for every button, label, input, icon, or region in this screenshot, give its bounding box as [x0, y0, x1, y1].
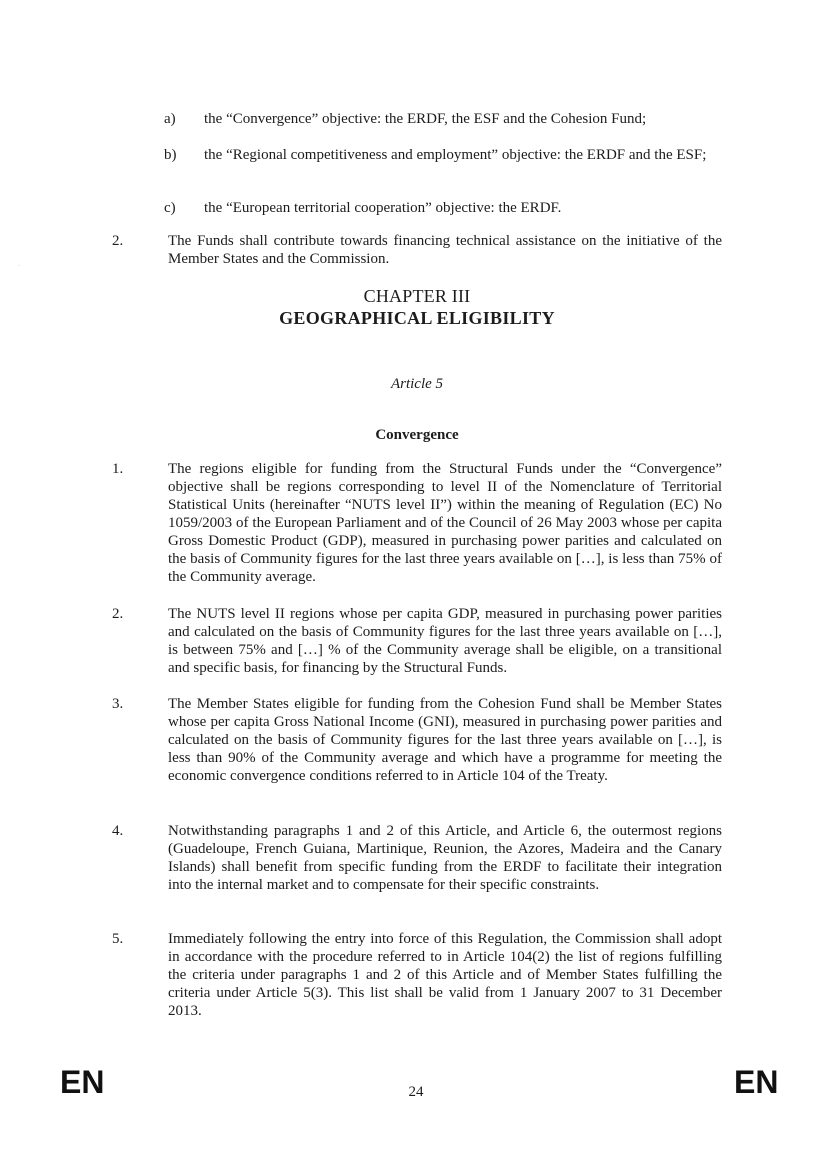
objective-item-c	[164, 199, 720, 217]
article-paragraph-3	[112, 695, 722, 785]
objective-label: c)	[164, 200, 176, 216]
paragraph-number: 4.	[112, 823, 124, 839]
objective-text: the “Convergence” objective: the ERDF, the ESF and the Cohesion Fund;	[204, 111, 647, 127]
paragraph-text: The Funds shall contribute towards financing technical assistance on the initiative of the Member States and the Commission.	[168, 233, 722, 267]
paragraph-number: 3.	[112, 696, 124, 712]
objective-item-a	[164, 110, 720, 128]
language-mark-right: EN	[734, 1064, 779, 1100]
paragraph-number: 1.	[112, 461, 124, 477]
chapter-title: GEOGRAPHICAL ELIGIBILITY	[279, 308, 555, 328]
objective-text: the “Regional competitiveness and employment” objective: the ERDF and the ESF;	[204, 147, 707, 163]
article-number: Article 5	[390, 376, 444, 392]
scan-mark: ·	[18, 262, 21, 270]
chapter-number: CHAPTER III	[363, 286, 471, 306]
paragraph-number: 5.	[112, 931, 124, 947]
paragraph-text: The NUTS level II regions whose per capita GDP, measured in purchasing power parities and calculated on the basis of Community figures for the last three years available on […], is between 75% and […] % of the Community average shall be eligible, on a transitional and specific basis, for financing by the Structural Funds.	[168, 606, 722, 676]
paragraph-text: Immediately following the entry into force of this Regulation, the Commission shall adopt in accordance with the procedure referred to in Article 104(2) the list of regions fulfilling the criteria under paragraphs 1 and 2 of this Article and of Member States fulfilling the criteria under Article 5(3). This list shall be valid from 1 January 2007 to 31 December 2013.	[168, 931, 722, 1019]
objective-item-b	[164, 146, 720, 164]
objective-text: the “European territorial cooperation” objective: the ERDF.	[204, 200, 562, 216]
paragraph-text: The Member States eligible for funding from the Cohesion Fund shall be Member States whose per capita Gross National Income (GNI), measured in purchasing power parities and calculated on the basis of Community figures for the last three years available on […], is less than 90% of the Community average and which have a programme for meeting the economic convergence conditions referred to in Article 104 of the Treaty.	[168, 696, 722, 784]
article-paragraph-2	[112, 605, 722, 677]
article-paragraph-4	[112, 822, 722, 894]
article-title: Convergence	[375, 427, 459, 443]
page-number: 24	[408, 1084, 424, 1100]
article-paragraph-5	[112, 930, 722, 1020]
paragraph-text: Notwithstanding paragraphs 1 and 2 of this Article, and Article 6, the outermost regions (Guadeloupe, French Guiana, Martinique, Reunion, the Azores, Madeira and the Canary Islands) shall benefit from specific funding from the ERDF to facilitate their integration into the internal market and to compensate for their specific constraints.	[168, 823, 722, 893]
paragraph-number: 2.	[112, 233, 124, 249]
paragraph-number: 2.	[112, 606, 124, 622]
article-paragraph-1	[112, 460, 722, 586]
paragraph-text: The regions eligible for funding from the Structural Funds under the “Convergence” objective shall be regions corresponding to level II of the Nomenclature of Territorial Statistical Units (hereinafter “NUTS level II”) within the meaning of Regulation (EC) No 1059/2003 of the European Parliament and of the Council of 26 May 2003 whose per capita Gross Domestic Product (GDP), measured in purchasing power parities and calculated on the basis of Community figures for the last three years available on […], is less than 75% of the Community average.	[168, 461, 722, 585]
paragraph-2	[112, 232, 722, 268]
objective-label: b)	[164, 147, 177, 163]
language-mark-left: EN	[60, 1064, 105, 1100]
objective-label: a)	[164, 111, 176, 127]
